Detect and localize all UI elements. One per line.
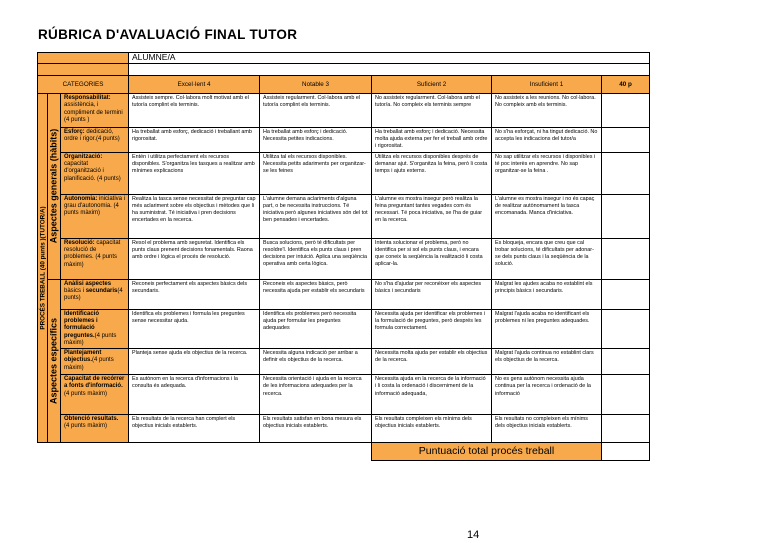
table-row	[38, 279, 650, 309]
cell-suficient: Necessita ajuda per identificar els problemes i la formulació de preguntes, però després les formula correctament.	[372, 309, 492, 348]
criterion-cell: Esforç: dedicació, ordre i rigor.(4 punts)	[61, 128, 129, 153]
table-row	[38, 375, 650, 415]
outer-group-label: PROCÉS TREBALL (40 punts )(TUTOR/A)	[38, 94, 48, 443]
cell-insuficient: Malgrat l'ajuda acaba no identificant els problemes ni les preguntes adequades.	[492, 309, 602, 348]
criterion-cell: Plantejament objectius.(4 punts màxim)	[61, 349, 129, 375]
table-row	[38, 415, 650, 443]
criterion-cell: Anàlisi aspectes bàsics i secundaris(4 punts)	[61, 279, 129, 309]
group-label-especifics: Aspectes específics	[48, 279, 61, 442]
cell-suficient: L'alumne es mostra insegur però realitza la feina preguntant tantes vegades com és necessari. Té poca iniciativa, se l'ha de guiar en la recerca.	[372, 194, 492, 238]
total-spacer	[38, 443, 372, 461]
cell-notable: Reconeix els aspectes bàsics, però necessita ajuda per establir els secundaris	[260, 279, 372, 309]
cell-insuficient: Els resultats no compleixen els mínims dels objectius inicials establerts.	[492, 415, 602, 443]
cell-insuficient: No sap utilitzar els recursos i disponibles i té poc interès en aprendre. No sap organitzar-se la feina .	[492, 152, 602, 194]
table-row	[38, 152, 650, 194]
rubric-table	[37, 52, 650, 461]
cell-suficient: No assisteix regularment. Col·labora amb el tutor/a. No compleix els terminis sempre	[372, 94, 492, 128]
cell-suficient: Necessita molta ajuda per establir els objectius de la recerca.	[372, 349, 492, 375]
cell-notable: Necessita alguna indicació per arribar a definir els objectius de la recerca.	[260, 349, 372, 375]
cell-insuficient: No es gens autònom necessita ajuda continua per la recerca i ordenació de la informació	[492, 375, 602, 415]
table-row	[38, 128, 650, 153]
cell-score[interactable]	[602, 128, 650, 153]
cell-score[interactable]	[602, 238, 650, 279]
header-insuficient: Insuficient 1	[492, 76, 602, 94]
cell-score[interactable]	[602, 94, 650, 128]
cell-notable: L'alumne demana aclariments d'alguna part, o be necessita instruccions. Té iniciativa però algunes iniciatives són del tot ben pensades i encertades.	[260, 194, 372, 238]
cell-score[interactable]	[602, 279, 650, 309]
cell-notable: Ha treballat amb esforç i dedicació. Necessita petites indicacions.	[260, 128, 372, 153]
criterion-cell: Organització: capacitat d'organització i planificació. (4 punts)	[61, 152, 129, 194]
cell-excellent: Identifica els problemes i formula les preguntes sense necessitar ajuda.	[129, 309, 260, 348]
cell-insuficient: Malgrat l'ajuda continua no establint clars els objectius de la recerca.	[492, 349, 602, 375]
criterion-cell: Resolució: capacitat resolució de problemes. (4 punts màxim)	[61, 238, 129, 279]
cell-notable: Els resultats satisfan en bona mesura els objectius inicials establerts.	[260, 415, 372, 443]
table-row	[38, 349, 650, 375]
cell-insuficient: Malgrat les ajudes acaba no establint els principis bàsics i secundaris.	[492, 279, 602, 309]
cell-suficient: Els resultats compleixen els mínims dels objectius inicials establerts.	[372, 415, 492, 443]
cell-suficient: Ha treballat amb esforç i dedicació. Necessita molta ajuda externa per fer el treball amb ordre i rigorositat.	[372, 128, 492, 153]
criterion-cell: Autonomia: iniciativa i grau d'autonomia. (4 punts màxim)	[61, 194, 129, 238]
cell-notable: Identifica els problemes però necessita ajuda per formular les preguntes adequades	[260, 309, 372, 348]
cell-excellent: Es autònom en la recerca d'informacions i la consulta és adequada.	[129, 375, 260, 415]
table-row	[38, 194, 650, 238]
header-notable: Notable 3	[260, 76, 372, 94]
cell-suficient: Utilitza els recursos disponibles després de demanar ajut. S'organitza la feina, però li costa temps i ajuts externs.	[372, 152, 492, 194]
header-suficient: Suficient 2	[372, 76, 492, 94]
criterion-cell: Capacitat de recórrer a fonts d'informació. (4 punts màxim)	[61, 375, 129, 415]
total-label: Puntuació total procés treball	[372, 443, 602, 461]
cell-insuficient: Es bloqueja, encara que creu que cal trobar solucions, té dificultats per adonar-se dels punts claus i la seqüència de la solució.	[492, 238, 602, 279]
cell-score[interactable]	[602, 415, 650, 443]
alumne-field[interactable]: ALUMNE/A	[129, 53, 650, 64]
cell-excellent: Realitza la tasca sense necessitat de preguntar cap més aclariment sobre els objectius i mètodes que li ha suministrat. Té iniciativa i pren decisions encertades en la recerca.	[129, 194, 260, 238]
alumne-spacer	[38, 53, 129, 64]
cell-score[interactable]	[602, 194, 650, 238]
table-row	[38, 238, 650, 279]
cell-excellent: Reconeix perfectament els aspectes bàsics dels secundaris.	[129, 279, 260, 309]
cell-excellent: Resol el problema amb seguretat. Identifica els punts claus prenent decisions fonamentals. Raona amb ordre i lògica el procés de resolució.	[129, 238, 260, 279]
page-number: 14	[467, 529, 480, 541]
header-points: 40 p	[602, 76, 650, 94]
header-spacer-left	[38, 64, 129, 76]
cell-score[interactable]	[602, 349, 650, 375]
cell-excellent: Planteja sense ajuda els objectius de la recerca.	[129, 349, 260, 375]
cell-excellent: Ha treballat amb esforç, dedicació i treballant amb rigorositat.	[129, 128, 260, 153]
cell-suficient: No s'ha d'ajudar per reconèixer els aspectes bàsics i secundaris	[372, 279, 492, 309]
cell-score[interactable]	[602, 375, 650, 415]
group-label-general: Aspectes generals (hàbits)	[48, 94, 61, 280]
criterion-cell: Responsabilitat: assistència, i compliment de termini (4 punts )	[61, 94, 129, 128]
cell-notable: Necessita orientació i ajuda en la recerca de les informacions adequades per la recerca.	[260, 375, 372, 415]
table-row	[38, 309, 650, 348]
cell-insuficient: No assisteix a les reunions. No col·labora. No compleix amb els terminis.	[492, 94, 602, 128]
table-row	[38, 94, 650, 128]
cell-insuficient: L'alumne es mostra insegur i no és capaç de realitzar autònomament la tasca encomanada. Manca d'iniciativa.	[492, 194, 602, 238]
cell-excellent: Entén i utilitza perfectament els recursos disponibles. S'organitza les tasques a realitzar amb mínimes explicacions	[129, 152, 260, 194]
cell-insuficient: No s'ha esforçat, ni ha tingut dedicació. No accepta les indicacions del tutor/a	[492, 128, 602, 153]
cell-notable: Busca solucions, però té dificultats per resoldre'l. Identifica els punts claus i pren decisions per intuició. Aplica una seqüència operativa amb certa lògica.	[260, 238, 372, 279]
criterion-cell: Identificació problemes i formulació preguntes.(4 punts màxim)	[61, 309, 129, 348]
cell-excellent: Assisteix sempre. Col·labora molt motivat amb el tutor/a complint els terminis.	[129, 94, 260, 128]
cell-excellent: Els resultats de la recerca han complert els objectius inicials establerts.	[129, 415, 260, 443]
total-score[interactable]	[602, 443, 650, 461]
header-categories: CATEGORIES	[38, 76, 129, 94]
cell-notable: Utilitza tal els recursos disponibles. Necessita petits adariments per organitzar-se les feines	[260, 152, 372, 194]
cell-score[interactable]	[602, 152, 650, 194]
cell-suficient: Necessita ajuda en la recerca de la informació i li costa la ordenació i discerniment de la informació adequada,	[372, 375, 492, 415]
page-title: RÚBRICA D'AVALUACIÓ FINAL TUTOR	[38, 27, 298, 42]
cell-suficient: Intenta solucionar el problema, però no identifica per si sol els punts claus, i encara que coneix la seqüència la realització li costa aplicar-la.	[372, 238, 492, 279]
header-spacer	[129, 64, 650, 76]
cell-notable: Assisteix regularment. Col·labora amb el tutor/a complint els terminis.	[260, 94, 372, 128]
criterion-cell: Obtenció resultats. (4 punts màxim)	[61, 415, 129, 443]
header-excellent: Excel·lent 4	[129, 76, 260, 94]
cell-score[interactable]	[602, 309, 650, 348]
